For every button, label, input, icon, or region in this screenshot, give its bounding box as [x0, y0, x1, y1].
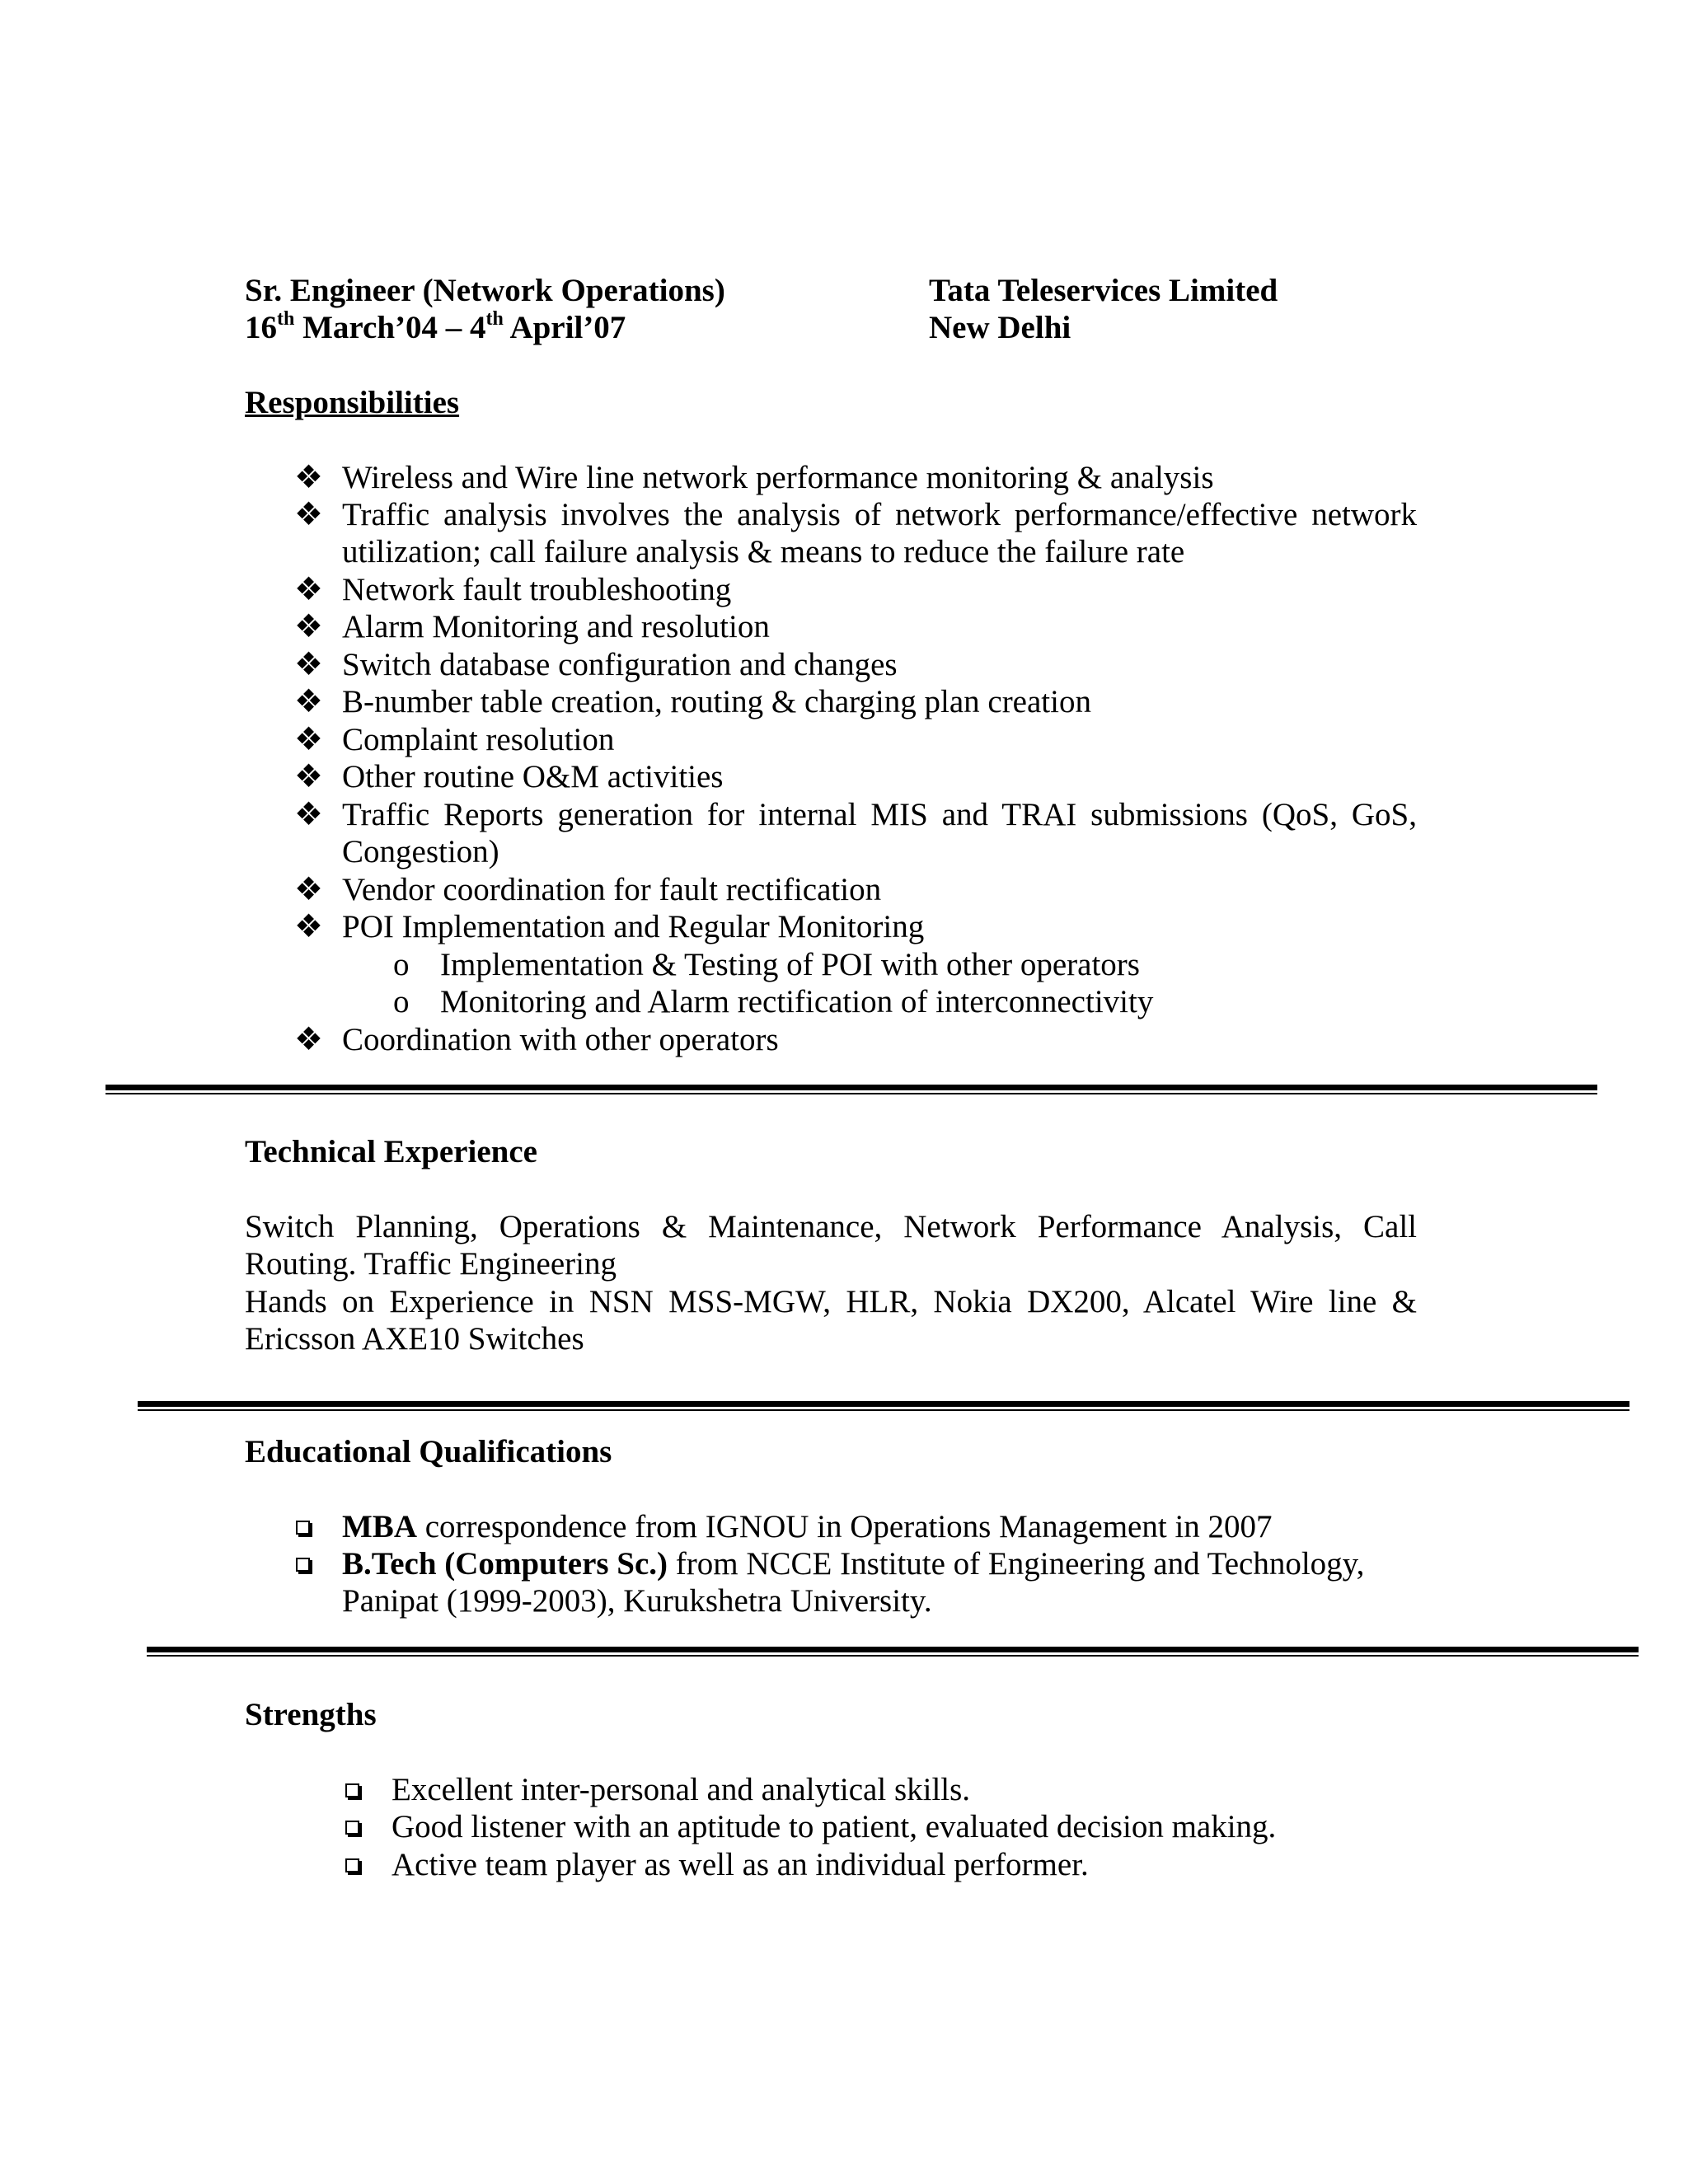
diamond-dingbat-icon: ❖ [294, 909, 323, 944]
list-item [344, 1771, 1415, 1808]
list-item [344, 1808, 1415, 1845]
list-item-text: Network fault troubleshooting [342, 572, 732, 607]
diamond-dingbat-icon: ❖ [294, 572, 323, 607]
list-item-text: Alarm Monitoring and resolution [342, 609, 770, 644]
list-item [294, 571, 1417, 608]
list-item [344, 1846, 1415, 1883]
start-day: 16 [245, 310, 277, 345]
section-divider [106, 1085, 1597, 1090]
diamond-dingbat-icon: ❖ [294, 460, 323, 495]
education-list [294, 1508, 1417, 1619]
responsibilities-heading: Responsibilities [245, 385, 460, 420]
circle-bullet-icon: o [393, 984, 410, 1019]
end-month-year: April’07 [503, 310, 626, 345]
square-bullet-icon [345, 1771, 359, 1808]
diamond-dingbat-icon: ❖ [294, 647, 323, 682]
diamond-dingbat-icon: ❖ [294, 722, 323, 757]
degree-name: B.Tech (Computers Sc.) [342, 1546, 668, 1582]
circle-bullet-icon: o [393, 947, 410, 982]
list-item [294, 1508, 1417, 1545]
diamond-dingbat-icon: ❖ [294, 497, 323, 532]
list-item [294, 608, 1417, 645]
technical-paragraph: Switch Planning, Operations & Maintenance, Network Performance Analysis, Call Routing. Traffic Engineering [245, 1209, 1417, 1282]
list-item [294, 1545, 1417, 1619]
list-item-text: POI Implementation and Regular Monitoring [342, 909, 925, 944]
list-item-text: Excellent inter-personal and analytical skills. [392, 1772, 971, 1807]
list-item-text: Coordination with other operators [342, 1022, 779, 1057]
strengths-list [344, 1771, 1415, 1886]
list-item-text: Complaint resolution [342, 722, 615, 757]
list-item-text: Traffic analysis involves the analysis of network performance/effective network utilization; call failure analysis & means to reduce the failure rate [342, 497, 1417, 569]
start-day-suffix: th [277, 308, 295, 330]
list-item-text: Vendor coordination for fault rectification [342, 872, 882, 907]
diamond-dingbat-icon: ❖ [294, 1022, 323, 1057]
list-item [294, 683, 1417, 720]
list-item [294, 721, 1417, 758]
sub-list-item [294, 983, 1417, 1020]
list-item-text: Traffic Reports generation for internal MIS and TRAI submissions (QoS, GoS, Congestion) [342, 797, 1417, 869]
square-bullet-icon [345, 1808, 359, 1845]
degree-details: from NCCE Institute of Engineering and Technology, Panipat (1999-2003), Kurukshetra University. [342, 1546, 1365, 1619]
list-item-text: Wireless and Wire line network performance monitoring & analysis [342, 460, 1214, 495]
diamond-dingbat-icon: ❖ [294, 609, 323, 644]
square-bullet-icon [345, 1846, 359, 1883]
end-day-suffix: th [485, 308, 504, 330]
company-name: Tata Teleservices Limited [929, 273, 1278, 308]
list-item [294, 796, 1417, 870]
square-bullet-icon [296, 1508, 310, 1545]
section-divider [138, 1401, 1629, 1407]
list-item [294, 908, 1417, 945]
diamond-dingbat-icon: ❖ [294, 797, 323, 832]
sub-list-item-text: Monitoring and Alarm rectification of interconnectivity [440, 984, 1154, 1019]
diamond-dingbat-icon: ❖ [294, 759, 323, 794]
technical-paragraph: Hands on Experience in NSN MSS-MGW, HLR, Nokia DX200, Alcatel Wire line & Ericsson AXE10 Switches [245, 1284, 1417, 1357]
company-location: New Delhi [929, 310, 1071, 345]
list-item [294, 1021, 1417, 1058]
list-item [294, 871, 1417, 908]
diamond-dingbat-icon: ❖ [294, 872, 323, 907]
list-item [294, 758, 1417, 795]
job-dates [245, 309, 626, 346]
degree-name: MBA [342, 1509, 417, 1544]
list-item-text: Good listener with an aptitude to patient, evaluated decision making. [392, 1809, 1277, 1844]
sub-list-item [294, 946, 1417, 983]
list-item [294, 496, 1417, 570]
section-divider [147, 1647, 1639, 1652]
square-bullet-icon [296, 1545, 310, 1582]
education-heading: Educational Qualifications [245, 1434, 612, 1469]
strengths-heading: Strengths [245, 1697, 377, 1732]
degree-details: correspondence from IGNOU in Operations Management in 2007 [417, 1509, 1273, 1544]
job-position: Sr. Engineer (Network Operations) [245, 273, 725, 308]
list-item-text: Other routine O&M activities [342, 759, 724, 794]
technical-heading: Technical Experience [245, 1134, 537, 1169]
list-item-text: Switch database configuration and changes [342, 647, 898, 682]
list-item-text: B-number table creation, routing & charging plan creation [342, 684, 1091, 719]
diamond-dingbat-icon: ❖ [294, 684, 323, 719]
responsibilities-list [294, 459, 1417, 1061]
list-item [294, 459, 1417, 496]
sub-list-item-text: Implementation & Testing of POI with other operators [440, 947, 1140, 982]
list-item [294, 646, 1417, 683]
list-item-text: Active team player as well as an individual performer. [392, 1847, 1089, 1882]
date-range-middle: March’04 – 4 [294, 310, 486, 345]
